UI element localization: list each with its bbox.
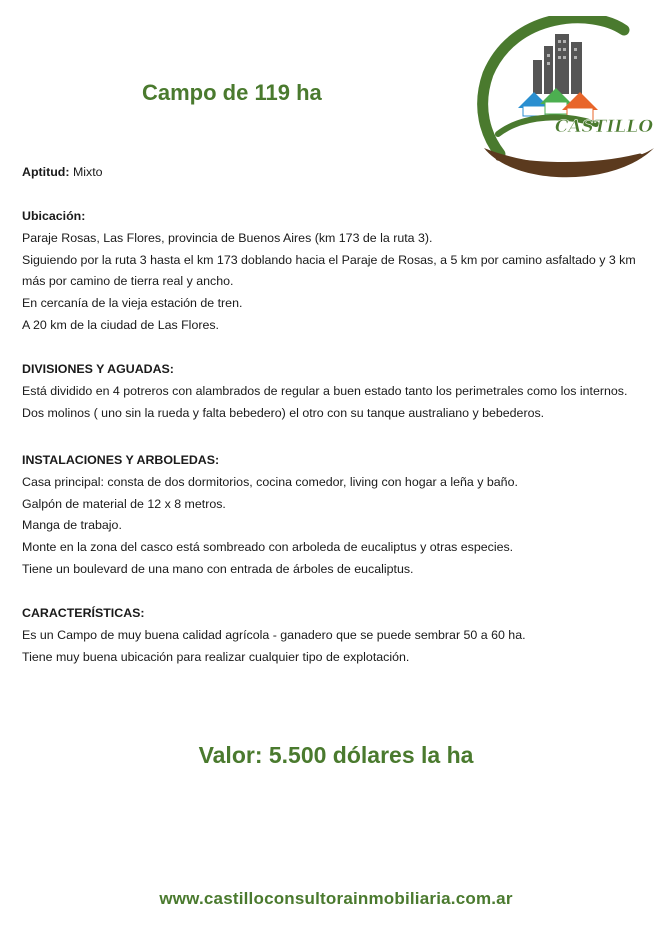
instalaciones-line: Monte en la zona del casco está sombreado con arboleda de eucaliptus y otras especies. [22,540,514,555]
divisiones-heading: DIVISIONES Y AGUADAS: [22,362,174,376]
instalaciones-line: Tiene un boulevard de una mano con entrada de árboles de eucaliptus. [22,561,414,576]
instalaciones-line: Manga de trabajo. [22,518,122,533]
ubicacion-line: En cercanía de la vieja estación de tren. [22,296,243,311]
ubicacion-line: Siguiendo por la ruta 3 hasta el km 173 doblando hacia el Paraje de Rosas, a 5 km por camino asfaltado y 3 km [22,252,636,267]
divisiones-line: Está dividido en 4 potreros con alambrados de regular a buen estado tanto los perimetrales como los internos. [22,383,628,398]
caracteristicas-heading: CARACTERÍSTICAS: [22,606,145,620]
instalaciones-line: Galpón de material de 12 x 8 metros. [22,496,226,511]
price-value: Valor: 5.500 dólares la ha [198,742,474,768]
ubicacion-heading: Ubicación: [22,209,86,223]
website-link[interactable]: www.castilloconsultorainmobiliaria.com.ar [159,889,513,908]
aptitud-section [22,162,652,184]
logo-text: CASTILLO [554,117,654,137]
divisiones-line: Dos molinos ( uno sin la rueda y falta bebedero) el otro con su tanque australiano y bebederos. [22,405,545,420]
instalaciones-line: Casa principal: consta de dos dormitorios, cocina comedor, living con hogar a leña y baño. [22,474,518,489]
ubicacion-line: más por camino de tierra real y ancho. [22,274,234,289]
ubicacion-line: Paraje Rosas, Las Flores, provincia de Buenos Aires (km 173 de la ruta 3). [22,230,433,245]
ubicacion-line: A 20 km de la ciudad de Las Flores. [22,317,219,332]
ubicacion-section [22,206,652,337]
building-icon [533,34,582,94]
caracteristicas-line: Es un Campo de muy buena calidad agrícola - ganadero que se puede sembrar 50 a 60 ha. [22,627,526,642]
aptitud-value: Mixto [72,165,103,179]
instalaciones-section [22,450,652,581]
aptitud-label: Aptitud: [22,165,70,179]
divisiones-section [22,359,652,424]
page-title: Campo de 119 ha [142,80,322,105]
caracteristicas-section [22,603,652,668]
caracteristicas-line: Tiene muy buena ubicación para realizar cualquier tipo de explotación. [22,649,410,664]
instalaciones-heading: INSTALACIONES Y ARBOLEDAS: [22,453,220,467]
aptitud-line [22,162,652,184]
